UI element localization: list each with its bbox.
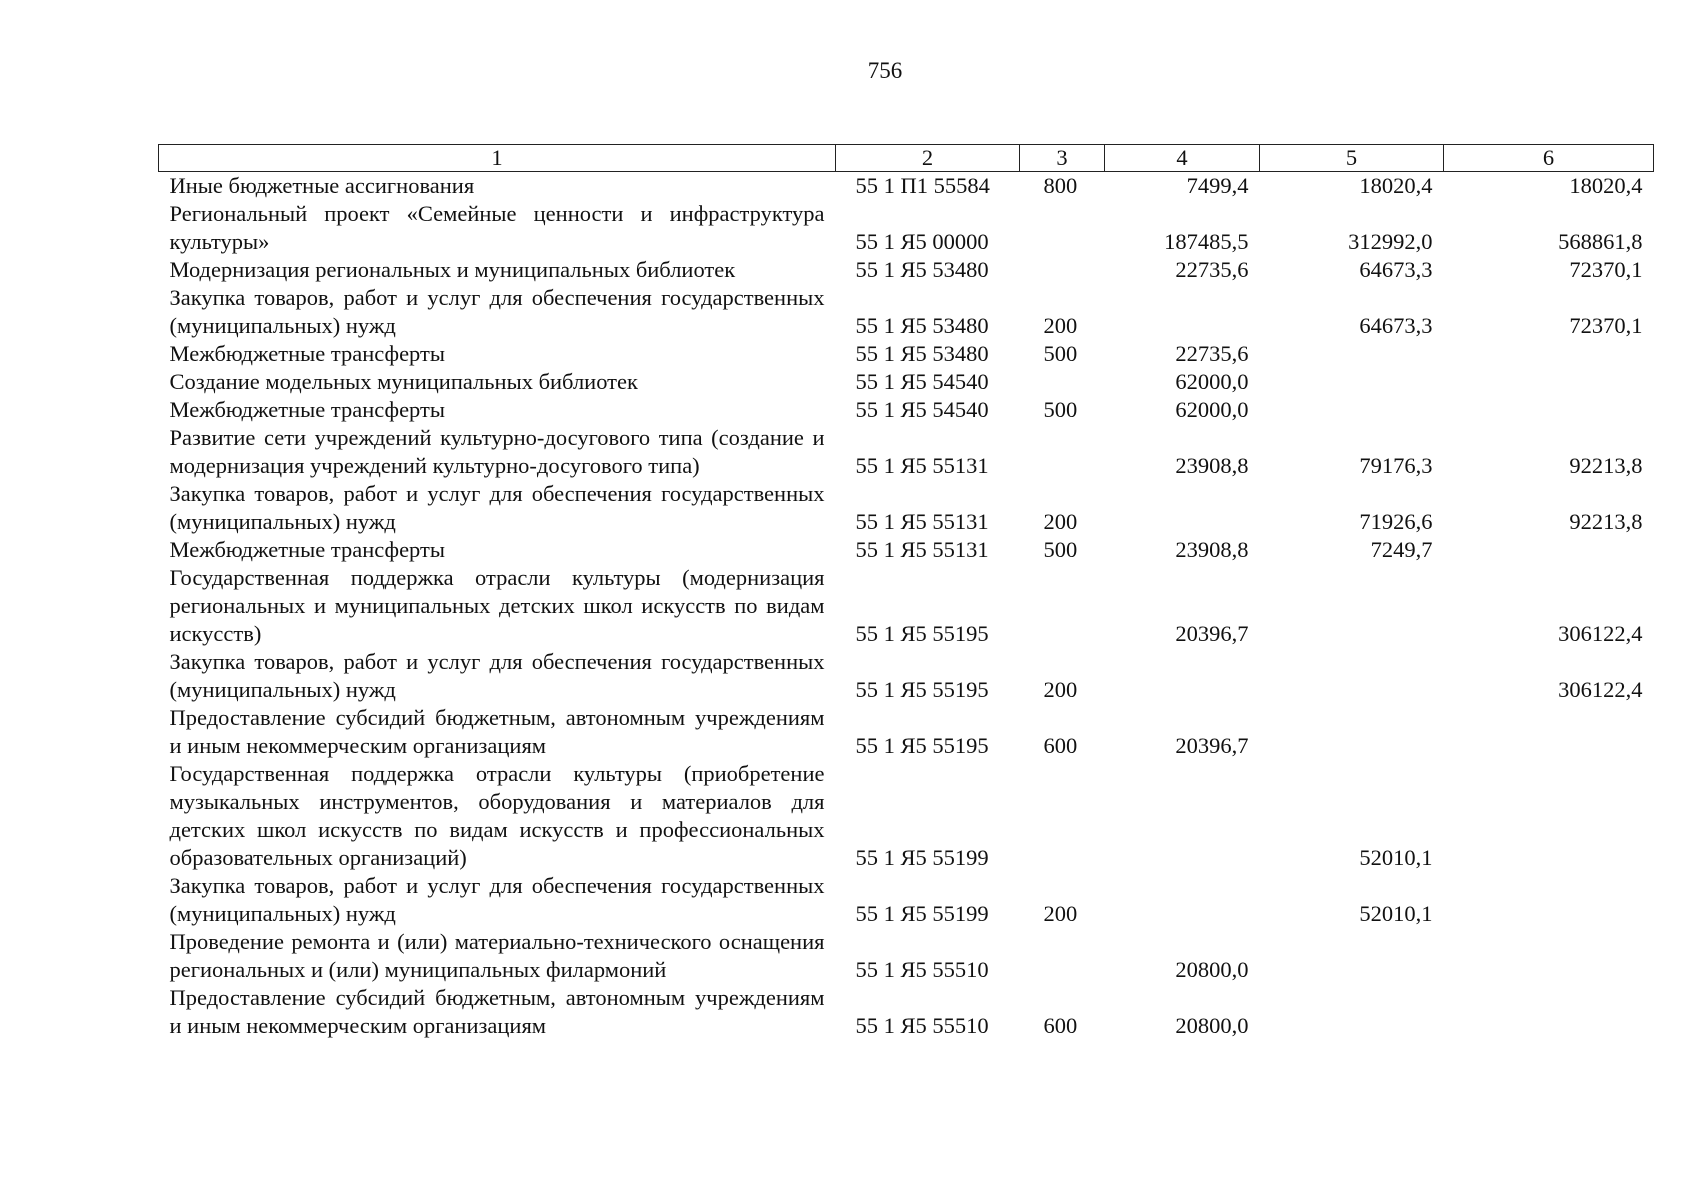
- row-target-code: 55 1 Я5 55510: [855, 957, 989, 982]
- row-target-code: 55 1 Я5 55199: [855, 901, 989, 926]
- row-value-col5: 79176,3: [1359, 453, 1433, 478]
- table-row: [159, 648, 1654, 704]
- row-value-col4: 20800,0: [1175, 1013, 1249, 1038]
- row-value-col5: [1260, 704, 1444, 760]
- row-value-col4: 22735,6: [1175, 257, 1249, 282]
- row-target-code: 55 1 Я5 55510: [855, 1013, 989, 1038]
- row-expense-type: 200: [1043, 509, 1078, 534]
- row-value-col6: [1444, 984, 1654, 1040]
- row-expense-type: [1020, 928, 1105, 984]
- row-target-code: 55 1 Я5 55199: [855, 845, 989, 870]
- row-name: Межбюджетные трансферты: [169, 341, 445, 366]
- row-value-col4: [1105, 480, 1260, 536]
- row-value-col5: [1260, 368, 1444, 396]
- row-name: Межбюджетные трансферты: [169, 397, 445, 422]
- row-target-code: 55 1 Я5 55195: [855, 621, 989, 646]
- table-row: [159, 340, 1654, 368]
- row-value-col5: [1260, 396, 1444, 424]
- column-header-3: 3: [1020, 145, 1105, 172]
- row-value-col6: 72370,1: [1569, 257, 1643, 282]
- row-value-col5: 52010,1: [1359, 845, 1433, 870]
- row-value-col4: 7499,4: [1186, 173, 1249, 198]
- row-expense-type: 800: [1043, 173, 1078, 198]
- row-expense-type: [1020, 256, 1105, 284]
- row-value-col5: 312992,0: [1348, 229, 1433, 254]
- row-value-col5: [1260, 648, 1444, 704]
- row-value-col5: [1260, 928, 1444, 984]
- budget-table: [158, 144, 1654, 1040]
- row-name: Предоставление субсидий бюджетным, автономным учреждениям и иным некоммерческим организациям: [169, 985, 825, 1038]
- row-value-col6: [1444, 536, 1654, 564]
- row-value-col4: 20800,0: [1175, 957, 1249, 982]
- row-value-col5: 7249,7: [1370, 537, 1433, 562]
- row-target-code: 55 1 Я5 00000: [855, 229, 989, 254]
- row-value-col5: [1260, 564, 1444, 648]
- row-expense-type: [1020, 760, 1105, 872]
- table-row: [159, 172, 1654, 201]
- row-name: Закупка товаров, работ и услуг для обеспечения государственных (муниципальных) нужд: [169, 649, 825, 702]
- row-target-code: 55 1 Я5 55195: [855, 733, 989, 758]
- row-name: Государственная поддержка отрасли культуры (модернизация региональных и муниципальных детских школ искусств по видам искусств): [169, 565, 825, 646]
- row-target-code: 55 1 Я5 54540: [855, 369, 989, 394]
- row-value-col4: 22735,6: [1175, 341, 1249, 366]
- table-row: [159, 424, 1654, 480]
- row-value-col5: [1260, 340, 1444, 368]
- column-header-6: 6: [1444, 145, 1654, 172]
- row-value-col6: 568861,8: [1558, 229, 1643, 254]
- row-value-col5: 52010,1: [1359, 901, 1433, 926]
- row-value-col4: [1105, 648, 1260, 704]
- row-name: Государственная поддержка отрасли культуры (приобретение музыкальных инструментов, оборудования и материалов для детских школ искусств по видам искусств и профессиональных образовательных организаций): [169, 761, 825, 870]
- row-expense-type: 200: [1043, 313, 1078, 338]
- row-name: Создание модельных муниципальных библиотек: [169, 369, 638, 394]
- row-name: Развитие сети учреждений культурно-досугового типа (создание и модернизация учреждений культурно-досугового типа): [169, 425, 825, 478]
- row-value-col4: [1105, 760, 1260, 872]
- column-header-1: 1: [159, 145, 836, 172]
- column-header-2: 2: [836, 145, 1020, 172]
- row-expense-type: 600: [1043, 1013, 1078, 1038]
- column-header-5: 5: [1260, 145, 1444, 172]
- row-target-code: 55 1 Я5 55195: [855, 677, 989, 702]
- table-row: [159, 480, 1654, 536]
- table-row: [159, 928, 1654, 984]
- row-value-col6: 72370,1: [1569, 313, 1643, 338]
- row-expense-type: 600: [1043, 733, 1078, 758]
- row-value-col6: [1444, 396, 1654, 424]
- table-row: [159, 564, 1654, 648]
- row-value-col4: 23908,8: [1175, 453, 1249, 478]
- table-row: [159, 872, 1654, 928]
- row-expense-type: 200: [1043, 901, 1078, 926]
- row-name: Закупка товаров, работ и услуг для обеспечения государственных (муниципальных) нужд: [169, 481, 825, 534]
- table-header-row: [159, 145, 1654, 172]
- row-value-col6: 18020,4: [1569, 173, 1643, 198]
- row-value-col6: [1444, 928, 1654, 984]
- row-target-code: 55 1 П1 55584: [855, 173, 990, 198]
- table-body: [159, 172, 1654, 1041]
- row-name: Предоставление субсидий бюджетным, автономным учреждениям и иным некоммерческим организациям: [169, 705, 825, 758]
- row-expense-type: 500: [1043, 397, 1078, 422]
- row-name: Региональный проект «Семейные ценности и инфраструктура культуры»: [169, 201, 825, 254]
- row-value-col4: [1105, 872, 1260, 928]
- row-name: Иные бюджетные ассигнования: [169, 173, 475, 198]
- table-row: [159, 284, 1654, 340]
- row-value-col6: 92213,8: [1569, 509, 1643, 534]
- row-name: Межбюджетные трансферты: [169, 537, 445, 562]
- row-value-col6: 306122,4: [1558, 621, 1643, 646]
- row-value-col5: 64673,3: [1359, 257, 1433, 282]
- row-value-col6: [1444, 760, 1654, 872]
- row-value-col6: [1444, 368, 1654, 396]
- table-row: [159, 368, 1654, 396]
- row-value-col4: 62000,0: [1175, 397, 1249, 422]
- row-value-col6: 92213,8: [1569, 453, 1643, 478]
- row-expense-type: [1020, 368, 1105, 396]
- table-row: [159, 396, 1654, 424]
- row-expense-type: 500: [1043, 537, 1078, 562]
- row-target-code: 55 1 Я5 53480: [855, 257, 989, 282]
- row-value-col6: 306122,4: [1558, 677, 1643, 702]
- row-expense-type: 500: [1043, 341, 1078, 366]
- row-target-code: 55 1 Я5 54540: [855, 397, 989, 422]
- row-expense-type: [1020, 424, 1105, 480]
- row-target-code: 55 1 Я5 55131: [855, 453, 989, 478]
- table-row: [159, 536, 1654, 564]
- table-row: [159, 704, 1654, 760]
- row-expense-type: [1020, 564, 1105, 648]
- row-value-col5: 71926,6: [1359, 509, 1433, 534]
- row-value-col4: [1105, 284, 1260, 340]
- row-value-col4: 62000,0: [1175, 369, 1249, 394]
- row-value-col4: 187485,5: [1164, 229, 1249, 254]
- column-header-4: 4: [1105, 145, 1260, 172]
- row-value-col5: 18020,4: [1359, 173, 1433, 198]
- row-name: Проведение ремонта и (или) материально-технического оснащения региональных и (или) муниципальных филармоний: [169, 929, 825, 982]
- row-name: Закупка товаров, работ и услуг для обеспечения государственных (муниципальных) нужд: [169, 285, 825, 338]
- row-value-col5: [1260, 984, 1444, 1040]
- page-number: 756: [867, 58, 903, 83]
- row-target-code: 55 1 Я5 53480: [855, 341, 989, 366]
- table-row: [159, 256, 1654, 284]
- table-row: [159, 200, 1654, 256]
- row-name: Закупка товаров, работ и услуг для обеспечения государственных (муниципальных) нужд: [169, 873, 825, 926]
- row-target-code: 55 1 Я5 53480: [855, 313, 989, 338]
- table-row: [159, 984, 1654, 1040]
- row-value-col4: 23908,8: [1175, 537, 1249, 562]
- row-value-col4: 20396,7: [1175, 733, 1249, 758]
- row-value-col6: [1444, 872, 1654, 928]
- row-expense-type: [1020, 200, 1105, 256]
- row-name: Модернизация региональных и муниципальных библиотек: [169, 257, 736, 282]
- row-expense-type: 200: [1043, 677, 1078, 702]
- row-target-code: 55 1 Я5 55131: [855, 537, 989, 562]
- row-value-col5: 64673,3: [1359, 313, 1433, 338]
- row-value-col4: 20396,7: [1175, 621, 1249, 646]
- table-row: [159, 760, 1654, 872]
- row-value-col6: [1444, 704, 1654, 760]
- row-value-col6: [1444, 340, 1654, 368]
- row-target-code: 55 1 Я5 55131: [855, 509, 989, 534]
